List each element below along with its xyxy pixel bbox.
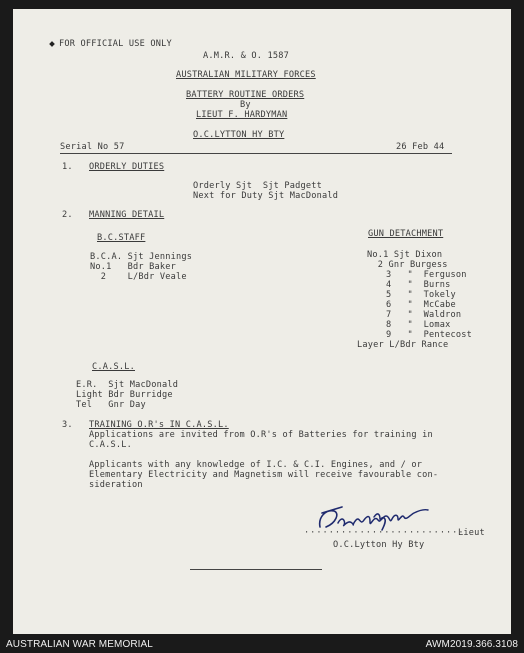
- casl-line: Tel Gnr Day: [76, 400, 146, 410]
- bc-line: No.1 Bdr Baker: [90, 262, 176, 272]
- paragraph-line: C.A.S.L.: [89, 440, 132, 450]
- section1-heading: ORDERLY DUTIES: [89, 162, 165, 172]
- forces-heading: AUSTRALIAN MILITARY FORCES: [176, 70, 316, 80]
- classification: FOR OFFICIAL USE ONLY: [59, 39, 172, 49]
- section2-heading: MANNING DETAIL: [89, 210, 165, 220]
- gun-line: 9 " Pentecost: [386, 330, 472, 340]
- document-title: BATTERY ROUTINE ORDERS: [186, 90, 305, 100]
- serial-number: Serial No 57: [60, 142, 125, 152]
- gun-line: 8 " Lomax: [386, 320, 451, 330]
- bottom-rule: [190, 569, 322, 570]
- catalogue-number: AWM2019.366.3108: [425, 639, 518, 650]
- section3-number: 3.: [62, 420, 73, 430]
- archive-name: AUSTRALIAN WAR MEMORIAL: [6, 639, 153, 650]
- bc-line: B.C.A. Sjt Jennings: [90, 252, 193, 262]
- next-duty-line: Next for Duty Sjt MacDonald: [193, 191, 339, 201]
- paragraph-line: Applications are invited from O.R's of Batteries for training in: [89, 430, 433, 440]
- gun-line: No.1 Sjt Dixon: [367, 250, 443, 260]
- casl-line: E.R. Sjt MacDonald: [76, 380, 179, 390]
- order-date: 26 Feb 44: [396, 142, 445, 152]
- signature-dots: ··························: [304, 528, 465, 538]
- bc-line: 2 L/Bdr Veale: [90, 272, 187, 282]
- signatory-rank: Lieut: [458, 528, 485, 538]
- gun-line: 3 " Ferguson: [386, 270, 467, 280]
- gun-line: Layer L/Bdr Rance: [357, 340, 449, 350]
- paragraph-line: sideration: [89, 480, 143, 490]
- gun-line: 2 Gnr Burgess: [367, 260, 448, 270]
- bullet-mark: [49, 41, 55, 47]
- gun-line: 5 " Tokely: [386, 290, 456, 300]
- reference: A.M.R. & O. 1587: [203, 51, 289, 61]
- casl-line: Light Bdr Burridge: [76, 390, 173, 400]
- gun-line: 7 " Waldron: [386, 310, 462, 320]
- section3-heading: TRAINING O.R's IN C.A.S.L.: [89, 420, 229, 430]
- by-label: By: [240, 100, 251, 110]
- casl-heading: C.A.S.L.: [92, 362, 135, 372]
- section1-number: 1.: [62, 162, 73, 172]
- gun-line: 6 " McCabe: [386, 300, 456, 310]
- signatory-unit: O.C.Lytton Hy Bty: [333, 540, 425, 550]
- bc-staff-heading: B.C.STAFF: [97, 233, 146, 243]
- gun-detachment-heading: GUN DETACHMENT: [368, 229, 444, 239]
- section2-number: 2.: [62, 210, 73, 220]
- paragraph-line: Applicants with any knowledge of I.C. & C.I. Engines, and / or: [89, 460, 423, 470]
- officer-name: LIEUT F. HARDYMAN: [196, 110, 288, 120]
- unit-name: O.C.LYTTON HY BTY: [193, 130, 285, 140]
- header-rule: [60, 153, 452, 154]
- gun-line: 4 " Burns: [386, 280, 451, 290]
- orderly-sjt-line: Orderly Sjt Sjt Padgett: [193, 181, 322, 191]
- paragraph-line: Elementary Electricity and Magnetism will receive favourable con-: [89, 470, 439, 480]
